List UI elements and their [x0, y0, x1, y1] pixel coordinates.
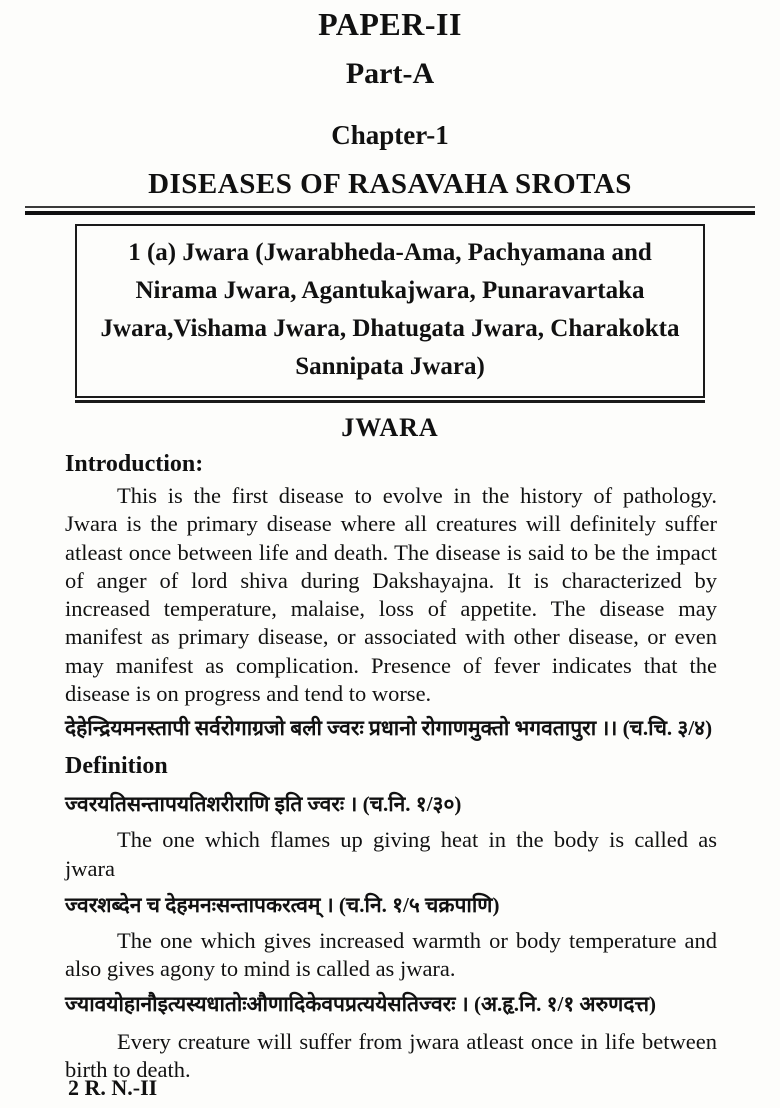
- topic-box-heading: 1 (a) Jwara (Jwarabheda-Ama, Pachyamana and Nirama Jwara, Agantukajwara, Punaravartaka Jwara,Vishama Jwara, Dhatugata Jwara, Charakokta Sannipata Jwara): [100, 239, 680, 380]
- heading-double-rule: [25, 206, 755, 215]
- translation-paragraph-3: Every creature will suffer from jwara atleast once in life between birth to death.: [65, 1028, 717, 1082]
- introduction-heading: Introduction:: [65, 451, 204, 477]
- definition-heading: Definition: [65, 753, 168, 780]
- sanskrit-shloka-2: ज्वरयतिसन्तापयतिशरीराणि इति ज्वरः । (च.नि. १/३०): [65, 792, 462, 817]
- sanskrit-shloka-4: ज्यावयोहानौइत्यस्यधातोःऔणादिकेवपप्रत्ययेसतिज्वरः । (अ.हृ.नि. १/१ अरुणदत्त): [65, 991, 656, 1016]
- introduction-paragraph: This is the first disease to evolve in the history of pathology. Jwara is the primary disease where all creatures will definitely suffer atleast once between life and death. The disease is said to be the impact of anger of lord shiva during Dakshayajna. It is characterized by increased temperature, malaise, loss of appetite. The disease may manifest as primary disease, or associated with other disease, or even may manifest as complication. Presence of fever indicates that the disease is on progress and tend to worse.: [65, 483, 717, 707]
- sanskrit-shloka-3: ज्वरशब्देन च देहमनःसन्तापकरत्वम् । (च.नि. १/५ चक्रपाणि): [65, 892, 500, 917]
- chapter-title: Chapter-1: [331, 120, 449, 150]
- section-heading-jwara: JWARA: [341, 413, 439, 442]
- part-title: Part-A: [345, 57, 435, 90]
- sanskrit-shloka-1: देहेन्द्रियमनस्तापी सर्वरोगाग्रजो बली ज्वरः प्रधानो रोगाणमुक्तो भगवतापुरा ।। (च.चि. ३/४): [65, 716, 713, 741]
- translation-paragraph-1: The one which flames up giving heat in the body is called as jwara: [65, 827, 717, 881]
- paper-title: PAPER-II: [318, 6, 462, 42]
- translation-paragraph-2: The one which gives increased warmth or body temperature and also gives agony to mind is called as jwara.: [65, 927, 717, 982]
- main-heading: DISEASES OF RASAVAHA SROTAS: [148, 168, 632, 200]
- rule-bottom-line: [25, 211, 755, 215]
- topic-box: [75, 224, 705, 398]
- page-signature: 2 R. N.-II: [68, 1075, 158, 1100]
